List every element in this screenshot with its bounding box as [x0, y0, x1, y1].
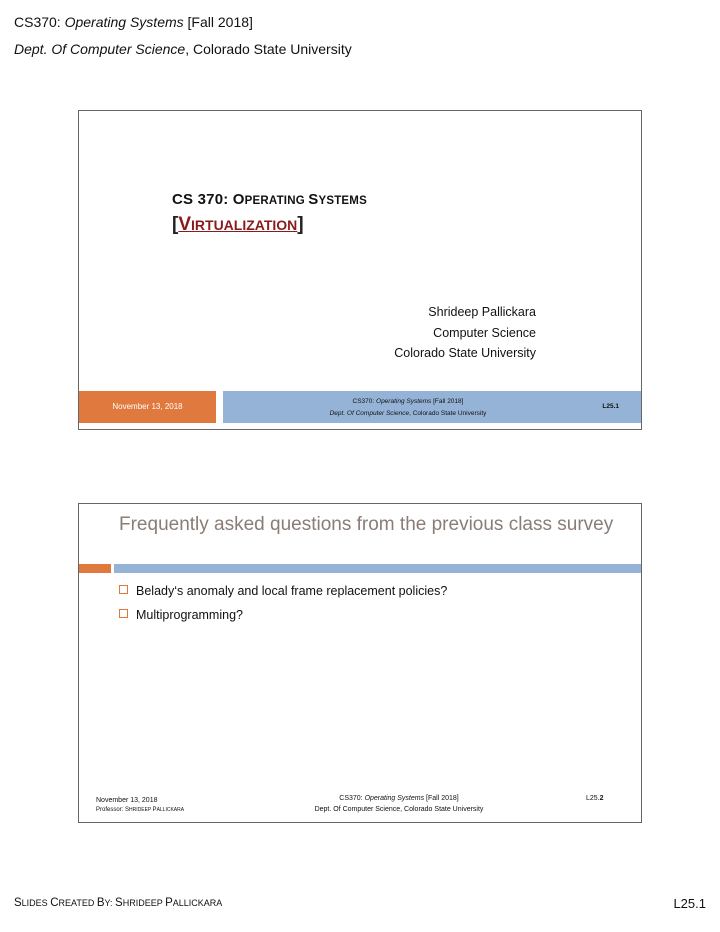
bullet-item	[119, 584, 447, 598]
slide-1-subtitle	[172, 214, 304, 236]
slide-2-number	[586, 795, 604, 802]
footer-course-code: CS370:	[352, 398, 377, 405]
page-footer-credit	[14, 897, 222, 909]
slide-2-footer-date: November 13, 2018	[96, 797, 158, 804]
footer-term: [Fall 2018]	[431, 398, 464, 405]
pf-2: REATED	[58, 898, 97, 908]
slide-1-title	[172, 191, 367, 208]
slide-1-footer-bar	[223, 391, 641, 423]
slide-2-accent-orange	[79, 564, 111, 573]
bracket-close: ]	[297, 214, 304, 235]
pf-s2: S	[115, 897, 123, 909]
slide-num: 2	[599, 795, 604, 802]
bullet-text: Belady‘s anomaly and local frame replacement policies?	[136, 584, 448, 598]
pf-b: B	[96, 897, 105, 909]
footer-univ: , Colorado State University	[409, 410, 487, 417]
bracket-open: [	[172, 214, 179, 235]
author-university: Colorado State University	[394, 346, 536, 360]
title-o: O	[232, 191, 245, 208]
bullet-square-icon	[119, 585, 128, 594]
header-course-name: Operating Systems	[64, 14, 184, 30]
header-course-code: CS370:	[14, 14, 65, 30]
slide-2-footer-course	[239, 795, 559, 802]
prof-1: HRIDEEP	[129, 807, 153, 813]
title-perating: PERATING	[244, 195, 309, 207]
pf-5: ALLICKARA	[172, 898, 223, 908]
title-ystems: YSTEMS	[318, 195, 367, 207]
author-name: Shrideep Pallickara	[428, 305, 536, 319]
title-s: S	[308, 191, 319, 208]
header-term: [Fall 2018]	[183, 14, 253, 30]
page-header-dept	[14, 40, 352, 58]
pf-1: LIDES	[21, 898, 51, 908]
bullet-item	[119, 608, 243, 622]
author-dept: Computer Science	[433, 326, 536, 340]
subtitle-v: V	[178, 214, 192, 235]
slide-1-number: L25.1	[602, 403, 619, 410]
footer-dept: Dept. Of Computer Science	[329, 410, 410, 417]
slide-num-prefix: L25.	[586, 795, 600, 802]
slide-1-footer-date: November 13, 2018	[112, 402, 183, 411]
header-univ: , Colorado State University	[185, 41, 352, 57]
pf-s: S	[14, 897, 22, 909]
footer-course-name: Operating Systems	[364, 795, 425, 802]
pf-c: C	[50, 897, 59, 909]
prof-2: ALLICKARA	[156, 807, 185, 813]
footer-course-code: CS370:	[339, 795, 365, 802]
bullet-square-icon	[119, 609, 128, 618]
footer-term: [Fall 2018]	[424, 795, 459, 802]
pf-4: HRIDEEP	[122, 898, 166, 908]
pf-3: Y:	[104, 898, 116, 908]
header-dept: Dept. Of Computer Science	[14, 41, 186, 57]
slide-1-footer-course	[223, 398, 593, 405]
slide-2-footer-professor	[96, 807, 184, 813]
slide-2-accent-blue	[114, 564, 641, 573]
slide-1-title-slide	[78, 110, 642, 430]
page-footer-slide-number: L25.1	[673, 896, 706, 911]
footer-course-name: Operating Systems	[376, 398, 432, 405]
subtitle-rest: IRTUALIZATION	[191, 217, 298, 233]
prof-label: Professor: S	[96, 807, 130, 813]
prof-p: P	[152, 807, 157, 813]
page-header-course	[14, 13, 253, 31]
pf-p: P	[165, 897, 173, 909]
slide-2-footer-dept: Dept. Of Computer Science, Colorado State University	[314, 806, 484, 813]
slide-1-footer-dept	[223, 410, 593, 417]
slide-2-title: Frequently asked questions from the previous class survey	[119, 514, 614, 535]
slide-1-date-bar	[79, 391, 216, 423]
title-prefix: CS 370:	[172, 191, 233, 208]
slide-2-faq	[78, 503, 642, 823]
bullet-text: Multiprogramming?	[136, 608, 243, 622]
